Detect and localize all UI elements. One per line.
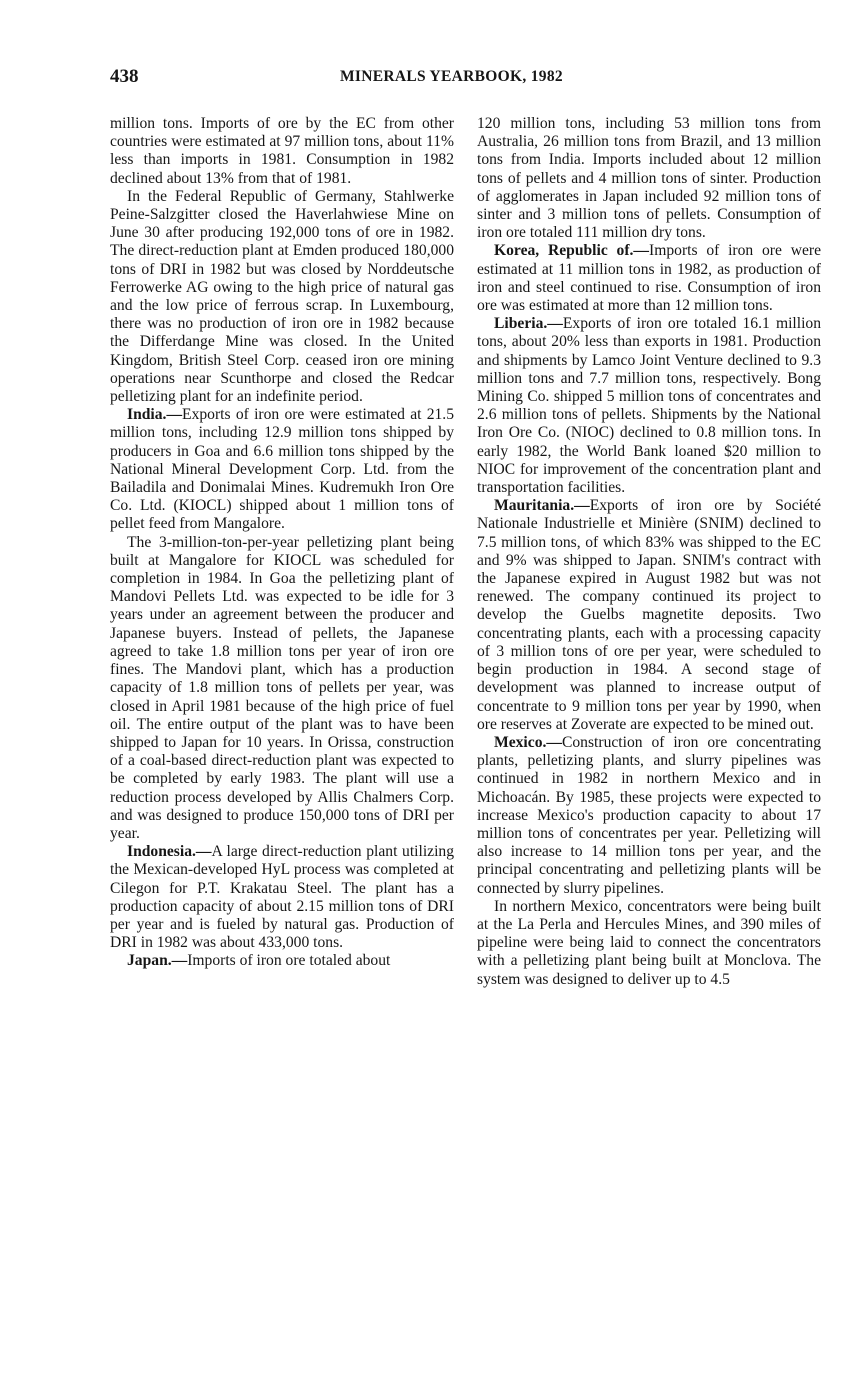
paragraph (477, 898, 821, 989)
paragraph-text: In northern Mexico, concentrators were being built at the La Perla and Hercules Mines, and 390 miles of pipeline were being laid to connect the concentrators with a pelletizing plant being built at Monclova. The system was designed to deliver up to 4.5 (477, 897, 821, 988)
paragraph (110, 843, 454, 952)
paragraph-text: Imports of iron ore totaled about (187, 952, 391, 970)
paragraph-text: Exports of iron ore were estimated at 21.5 million tons, including 12.9 million tons shipped by producers in Goa and 6.6 million tons shipped by the National Mineral Development Corp. Ltd. from the Bailadila and Donimalai Mines. Kudremukh Iron Ore Co. Ltd. (KIOCL) shipped about 1 million tons of pellet feed from Mangalore. (110, 406, 454, 533)
page-number: 438 (110, 66, 139, 87)
section-heading-mauritania: Mauritania.— (494, 497, 590, 515)
right-column (477, 115, 821, 989)
section-heading-mexico: Mexico.— (494, 733, 562, 751)
section-heading-india: India.— (127, 406, 183, 424)
paragraph-text: In the Federal Republic of Germany, Stahlwerke Peine-Salzgitter closed the Haverlahwiese Mine on June 30 after producing 192,000 tons of ore in 1982. The direct-reduction plant at Emden produced 180,000 tons of DRI in 1982 but was closed by Norddeutsche Ferrowerke AG owing to the high price of natural gas and the low price of ferrous scrap. In Luxembourg, there was no production of iron ore in 1982 because the Differdange Mine was closed. In the United Kingdom, British Steel Corp. ceased iron ore mining operations near Scunthorpe and closed the Redcar pelletizing plant for an indefinite period. (110, 187, 454, 406)
paragraph-text: Exports of iron ore totaled 16.1 million tons, about 20% less than exports in 1981. Production and shipments by Lamco Joint Venture declined to 9.3 million tons and 7.7 million tons, respectively. Bong Mining Co. shipped 5 million tons of concentrates and 2.6 million tons of pellets. Shipments by the National Iron Ore Co. (NIOC) declined to 0.8 million tons. In early 1982, the World Bank loaned $20 million to NIOC for improvement of the concentration plant and transportation facilities. (477, 315, 821, 497)
paragraph-text: The 3-million-ton-per-year pelletizing plant being built at Mangalore for KIOCL was scheduled for completion in 1984. In Goa the pelletizing plant of Mandovi Pellets Ltd. was expected to be idle for 3 years under an agreement between the producer and Japanese buyers. Instead of pellets, the Japanese agreed to take 1.8 million tons per year of iron ore fines. The Mandovi plant, which has a production capacity of 1.8 million tons of pellets per year, was closed in April 1981 because of the high price of fuel oil. The entire output of the plant was to have been shipped to Japan for 10 years. In Orissa, construction of a coal-based direct-reduction plant was expected to be completed by early 1983. The plant will use a reduction process developed by Allis Chalmers Corp. and was designed to produce 150,000 tons of DRI per year. (110, 533, 454, 842)
paragraph (110, 115, 454, 188)
paragraph-text: A large direct-reduction plant utilizing the Mexican-developed HyL process was completed at Cilegon for P.T. Krakatau Steel. The plant has a production capacity of about 2.15 million tons of DRI per year and is fueled by natural gas. Production of DRI in 1982 was about 433,000 tons. (110, 843, 454, 952)
section-heading-japan: Japan.— (127, 952, 188, 970)
section-heading-liberia: Liberia.— (494, 315, 563, 333)
paragraph-text: Imports of iron ore were estimated at 11 million tons in 1982, as production of iron and steel continued to rise. Consumption of iron ore was estimated at more than 12 million tons. (477, 242, 822, 315)
paragraph (110, 188, 454, 406)
paragraph-text: million tons. Imports of ore by the EC from other countries were estimated at 97 million tons, about 11% less than imports in 1981. Consumption in 1982 declined about 13% from that of 1981. (110, 115, 454, 187)
section-heading-indonesia: Indonesia.— (127, 843, 212, 861)
paragraph (477, 497, 821, 734)
paragraph (110, 534, 454, 843)
page-header (110, 66, 822, 92)
paragraph-text: Construction of iron ore concentrating plants, pelletizing plants, and slurry pipelines was continued in 1982 in northern Mexico and in Michoacán. By 1985, these projects were expected to increase Mexico's production capacity to about 17 million tons of concentrates per year. Pelletizing will also increase to 14 million tons per year, and the principal concentrating and pelletizing plants will be connected by slurry pipelines. (477, 733, 821, 897)
paragraph-text: 120 million tons, including 53 million tons from Australia, 26 million tons from Brazil, and 13 million tons from India. Imports included about 12 million tons of pellets and 4 million tons of sinter. Production of agglomerates in Japan included 92 million tons of sinter and 3 million tons of pellets. Consumption of iron ore totaled 111 million dry tons. (477, 115, 821, 242)
paragraph (110, 952, 454, 970)
paragraph (477, 734, 821, 898)
paragraph (477, 115, 821, 242)
section-heading-korea: Korea, Republic of.— (494, 242, 650, 260)
left-column (110, 115, 454, 971)
paragraph-text: Exports of iron ore by Société Nationale Industrielle et Minière (SNIM) declined to 7.5 million tons, of which 83% was shipped to the EC and 9% was shipped to Japan. SNIM's contract with the Japanese expired in August 1982 but was not renewed. The company continued its project to develop the Guelbs magnetite deposits. Two concentrating plants, each with a processing capacity of 3 million tons of ore per year, were scheduled to begin production in 1984. A second stage of development was planned to increase output of concentrate to 9 million tons per year by 1990, when ore reserves at Zoverate are expected to be mined out. (477, 497, 821, 733)
paragraph (477, 242, 821, 315)
running-title: MINERALS YEARBOOK, 1982 (340, 68, 563, 85)
paragraph (110, 406, 454, 533)
paragraph (477, 315, 821, 497)
